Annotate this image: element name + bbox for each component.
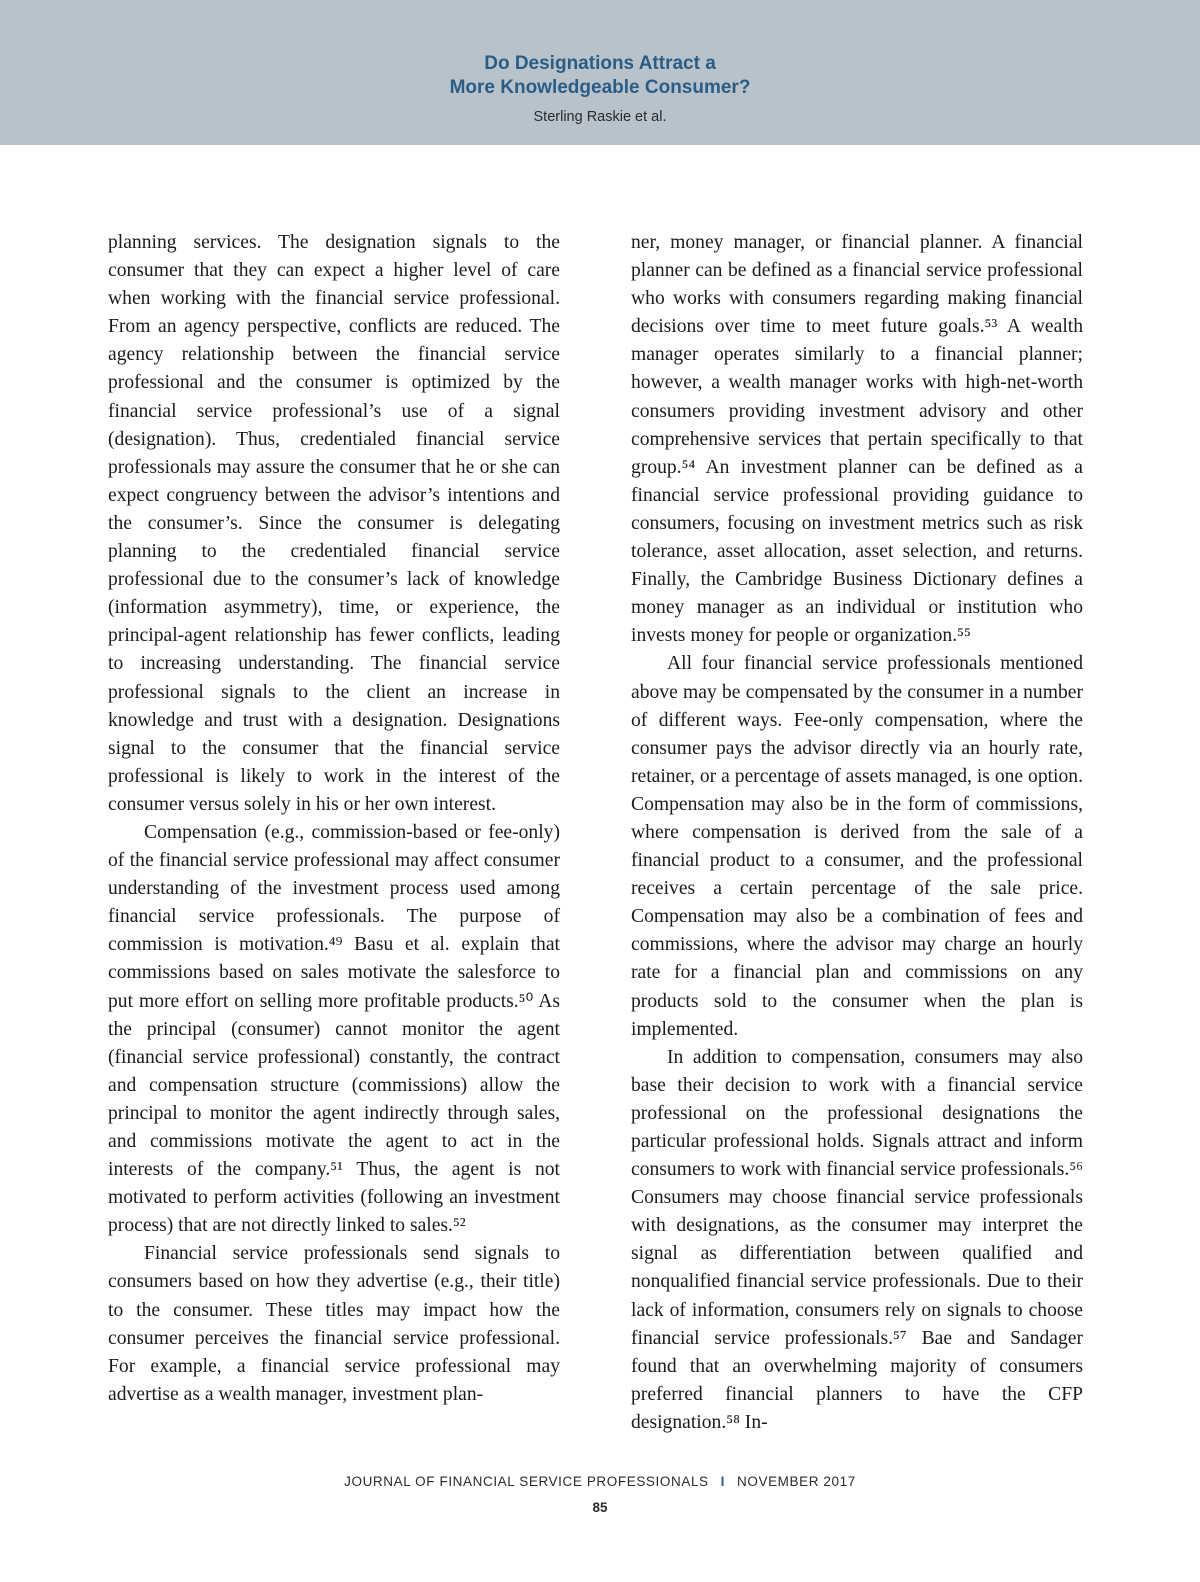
article-title-line-2: More Knowledgeable Consumer? bbox=[449, 77, 751, 98]
article-title-line-1: Do Designations Attract a bbox=[484, 53, 716, 74]
left-paragraph-3: Financial service professionals send signals to consumers based on how they advertise (e.g., their title) to the consumer. These titles may impact how the consumer perceives the financial service professional. For example, a financial service professional may advertise as a wealth manager, investment plan- bbox=[108, 1243, 560, 1405]
left-column bbox=[108, 229, 560, 1409]
footer-running-line bbox=[0, 1474, 1200, 1489]
page-number: 85 bbox=[592, 1500, 608, 1515]
article-title bbox=[0, 52, 1200, 100]
footer-issue-date: NOVEMBER 2017 bbox=[737, 1474, 856, 1489]
right-paragraph-1: ner, money manager, or financial planner. A financial planner can be defined as a financial service professional who works with consumers regarding making financial decisions over time to meet future goals.⁵³ A wealth manager operates similarly to a financial planner; however, a wealth manager works with high-net-worth consumers providing investment advisory and other comprehensive services that pertain specifically to that group.⁵⁴ An investment planner can be defined as a financial service professional providing guidance to consumers, focusing on investment metrics such as risk tolerance, asset allocation, asset selection, and returns. Finally, the Cambridge Business Dictionary defines a money manager as an individual or institution who invests money for people or organization.⁵⁵ bbox=[631, 232, 1083, 647]
left-paragraph-1: planning services. The designation signals to the consumer that they can expect a higher level of care when working with the financial service professional. From an agency perspective, conflicts are reduced. The agency relationship between the financial service professional and the consumer is optimized by the financial service professional’s use of a signal (designation). Thus, credentialed financial service professionals may assure the consumer that he or she can expect congruency between the advisor’s intentions and the consumer’s. Since the consumer is delegating planning to the credentialed financial service professional due to the consumer’s lack of knowledge (information asymmetry), time, or experience, the principal-agent relationship has fewer conflicts, leading to increasing understanding. The financial service professional signals to the client an increase in knowledge and trust with a designation. Designations signal to the consumer that the financial service professional is likely to work in the interest of the consumer versus solely in his or her own interest. bbox=[108, 232, 560, 815]
right-paragraph-3: In addition to compensation, consumers may also base their decision to work with a financial service professional on the professional designations the particular professional holds. Signals attract and inform consumers to work with financial service professionals.⁵⁶ Consumers may choose financial service professionals with designations, as the consumer may interpret the signal as differentiation between qualified and nonqualified financial service professionals. Due to their lack of information, consumers rely on signals to choose financial service professionals.⁵⁷ Bae and Sandager found that an overwhelming majority of consumers preferred financial planners to have the CFP designation.⁵⁸ In- bbox=[631, 1046, 1083, 1433]
header-band bbox=[0, 0, 1200, 145]
footer-journal-name: JOURNAL OF FINANCIAL SERVICE PROFESSIONALS bbox=[344, 1474, 709, 1489]
article-author: Sterling Raskie et al. bbox=[533, 109, 667, 125]
right-column bbox=[631, 229, 1083, 1437]
footer-separator: I bbox=[720, 1474, 726, 1489]
left-paragraph-2: Compensation (e.g., commission-based or fee-only) of the financial service professional may affect consumer understanding of the investment process used among financial service professionals. The purpose of commission is motivation.⁴⁹ Basu et al. explain that commissions based on sales motivate the salesforce to put more effort on selling more profitable products.⁵⁰ As the principal (consumer) cannot monitor the agent (financial service professional) constantly, the contract and compensation structure (commissions) allow the principal to monitor the agent indirectly through sales, and commissions motivate the agent to act in the interests of the company.⁵¹ Thus, the agent is not motivated to perform activities (following an investment process) that are not directly linked to sales.⁵² bbox=[108, 821, 560, 1237]
right-paragraph-2: All four financial service professionals mentioned above may be compensated by the consumer in a number of different ways. Fee-only compensation, where the consumer pays the advisor directly via an hourly rate, retainer, or a percentage of assets managed, is one option. Compensation may also be in the form of commissions, where compensation is derived from the sale of a financial product to a consumer, and the professional receives a certain percentage of the sale price. Compensation may also be a combination of fees and commissions, where the advisor may charge an hourly rate for a financial plan and commissions on any products sold to the consumer when the plan is implemented. bbox=[631, 653, 1083, 1040]
